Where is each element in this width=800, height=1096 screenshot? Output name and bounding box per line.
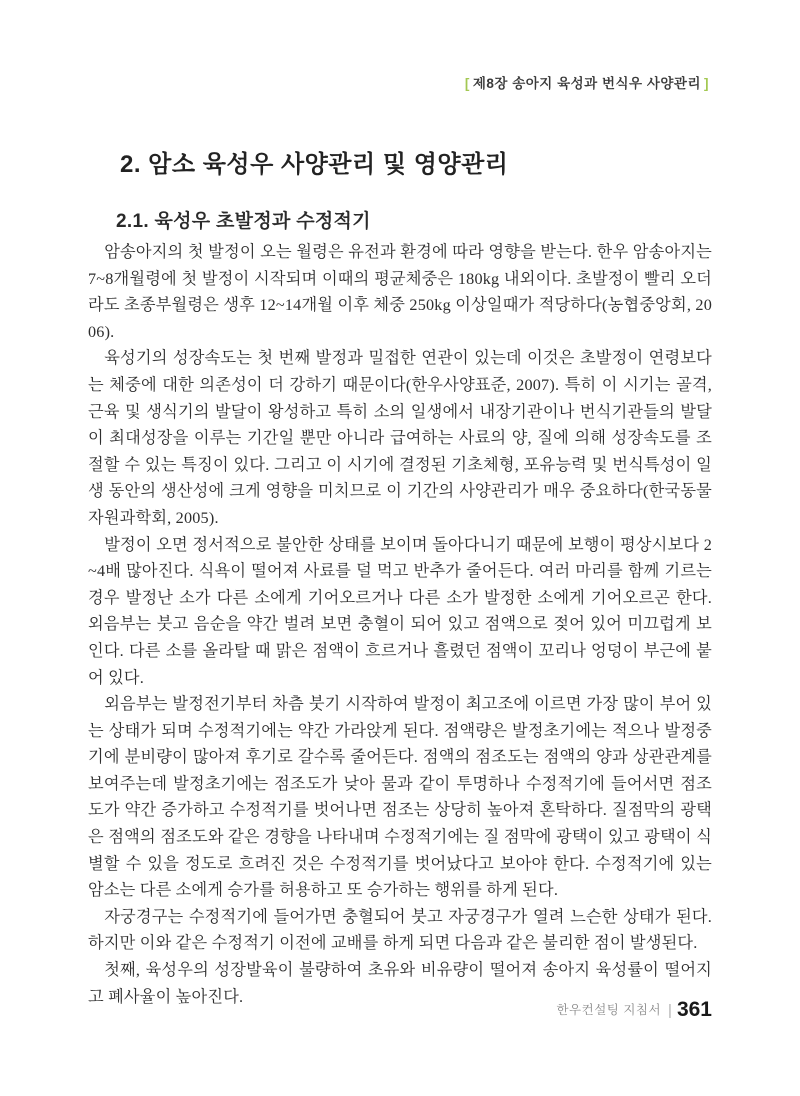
running-head-open-bracket: [: [464, 76, 470, 91]
paragraph: 발정이 오면 정서적으로 불안한 상태를 보이며 돌아다니기 때문에 보행이 평상시보다 2~4배 많아진다. 식욕이 떨어져 사료를 덜 먹고 반추가 줄어든다. 여러 마리를 함께 기르는 경우 발정난 소가 다른 소에게 기어오르거나 다른 소가 발정한 소에게 기어오르곤 한다. 외음부는 붓고 음순을 약간 벌려 보면 충혈이 되어 있고 점액으로 젖어 있어 미끄럽게 보인다. 다른 소를 올라탈 때 맑은 점액이 흐르거나 흘렸던 점액이 꼬리나 엉덩이 부근에 붙어 있다.: [88, 535, 712, 687]
page-footer: [88, 998, 712, 1022]
running-head: [88, 72, 712, 92]
running-head-close-bracket: ]: [704, 76, 709, 91]
paragraph: 육성기의 성장속도는 첫 번째 발정과 밀접한 연관이 있는데 이것은 초발정이 연령보다는 체중에 대한 의존성이 더 강하기 때문이다(한우사양표준, 2007). 특히 이 시기는 골격, 근육 및 생식기의 발달이 왕성하고 특히 소의 일생에서 내장기관이나 번식기관들의 발달이 최대성장을 이루는 기간일 뿐만 아니라 급여하는 사료의 양, 질에 의해 성장속도를 조절할 수 있는 특징이 있다. 그리고 이 시기에 결정된 기초체형, 포유능력 및 번식특성이 일생 동안의 생산성에 크게 영향을 미치므로 이 기간의 사양관리가 매우 중요하다(한국동물자원과학회, 2005).: [88, 349, 713, 527]
running-head-text: 제8장 송아지 육성과 번식우 사양관리: [472, 76, 701, 91]
subsection-title: 2.1. 육성우 초발정과 수정적기: [116, 210, 371, 232]
paragraph: 자궁경구는 수정적기에 들어가면 충혈되어 붓고 자궁경구가 열려 느슨한 상태가 된다. 하지만 이와 같은 수정적기 이전에 교배를 하게 되면 다음과 같은 불리한 점이 발생된다.: [88, 907, 712, 953]
body-text: [88, 239, 712, 1010]
footer-divider: |: [668, 1002, 672, 1019]
section-title: 2. 암소 육성우 사양관리 및 영양관리: [120, 151, 509, 179]
footer-booklet-label: 한우컨설팅 지침서: [556, 1003, 662, 1017]
paragraph: 첫째, 육성우의 성장발육이 불량하여 초유와 비유량이 떨어져 송아지 육성률이 떨어지고 폐사율이 높아진다.: [88, 961, 713, 1006]
footer-page-number: 361: [676, 998, 712, 1021]
paragraph: 암송아지의 첫 발정이 오는 월령은 유전과 환경에 따라 영향을 받는다. 한우 암송아지는 7~8개월령에 첫 발정이 시작되며 이때의 평균체중은 180kg 내외이다. 초발정이 빨리 오더라도 초종부월령은 생후 12~14개월 이후 체중 250kg 이상일때가 적당하다(농협중앙회, 2006).: [88, 243, 712, 341]
paragraph: 외음부는 발정전기부터 차츰 붓기 시작하여 발정이 최고조에 이르면 가장 많이 부어 있는 상태가 되며 수정적기에는 약간 가라앉게 된다. 점액량은 발정초기에는 적으나 발정중기에 분비량이 많아져 후기로 갈수록 줄어든다. 점액의 점조도는 점액의 양과 상관관계를 보여주는데 발정초기에는 점조도가 낮아 물과 같이 투명하나 수정적기에 들어서면 점조도가 약간 증가하고 수정적기를 벗어나면 점조는 상당히 높아져 혼탁하다. 질점막의 광택은 점액의 점조도와 같은 경향을 나타내며 수정적기에는 질 점막에 광택이 있고 광택이 식별할 수 있을 정도로 흐려진 것은 수정적기를 벗어났다고 보아야 한다. 수정적기에 있는 암소는 다른 소에게 승가를 허용하고 또 승가하는 행위를 하게 된다.: [88, 695, 712, 900]
